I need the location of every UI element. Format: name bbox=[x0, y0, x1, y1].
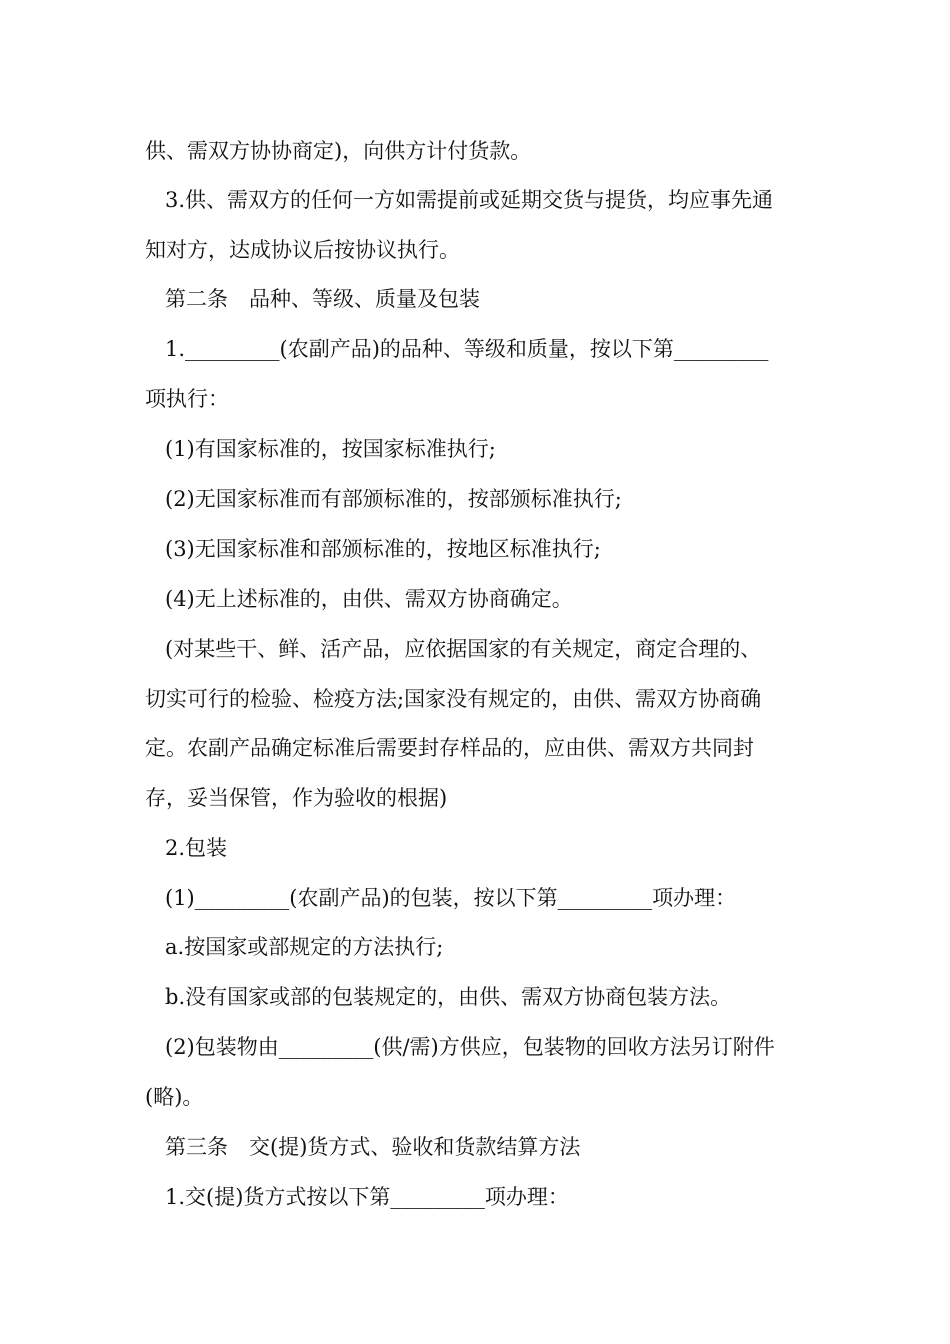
list-item: (2)包装物由_________(供/需)方供应，包装物的回收方法另订附件 bbox=[165, 1035, 775, 1059]
paragraph-line: 项执行： bbox=[145, 387, 229, 411]
paragraph-line: 知对方，达成协议后按协议执行。 bbox=[145, 238, 460, 262]
paragraph-line: 3.供、需双方的任何一方如需提前或延期交货与提货，均应事先通 bbox=[165, 188, 774, 212]
section-heading: 第二条 品种、等级、质量及包装 bbox=[165, 287, 480, 311]
paragraph-line: (略)。 bbox=[145, 1085, 204, 1109]
paragraph-line: 切实可行的检验、检疫方法;国家没有规定的，由供、需双方协商确 bbox=[145, 687, 762, 711]
list-item: (1)_________(农副产品)的包装，按以下第_________项办理： bbox=[165, 886, 737, 910]
list-item: a.按国家或部规定的方法执行; bbox=[165, 935, 444, 959]
section-heading: 第三条 交(提)货方式、验收和货款结算方法 bbox=[165, 1135, 581, 1159]
subsection-heading: 2.包装 bbox=[165, 836, 228, 860]
list-item: (4)无上述标准的，由供、需双方协商确定。 bbox=[165, 587, 573, 611]
paragraph-line: 定。农副产品确定标准后需要封存样品的，应由供、需双方共同封 bbox=[145, 736, 754, 760]
list-item: (3)无国家标准和部颁标准的，按地区标准执行; bbox=[165, 537, 601, 561]
list-item: (2)无国家标准而有部颁标准的，按部颁标准执行; bbox=[165, 487, 622, 511]
paragraph-line: (对某些干、鲜、活产品，应依据国家的有关规定，商定合理的、 bbox=[165, 637, 762, 661]
paragraph-line: 存，妥当保管，作为验收的根据) bbox=[145, 786, 448, 810]
paragraph-line: 1.交(提)货方式按以下第_________项办理： bbox=[165, 1185, 569, 1209]
paragraph-line: 1._________(农副产品)的品种、等级和质量，按以下第_________ bbox=[165, 337, 769, 361]
list-item: (1)有国家标准的，按国家标准执行; bbox=[165, 437, 496, 461]
list-item: b.没有国家或部的包装规定的，由供、需双方协商包装方法。 bbox=[165, 985, 732, 1009]
paragraph-line: 供、需双方协协商定)，向供方计付货款。 bbox=[145, 139, 532, 163]
